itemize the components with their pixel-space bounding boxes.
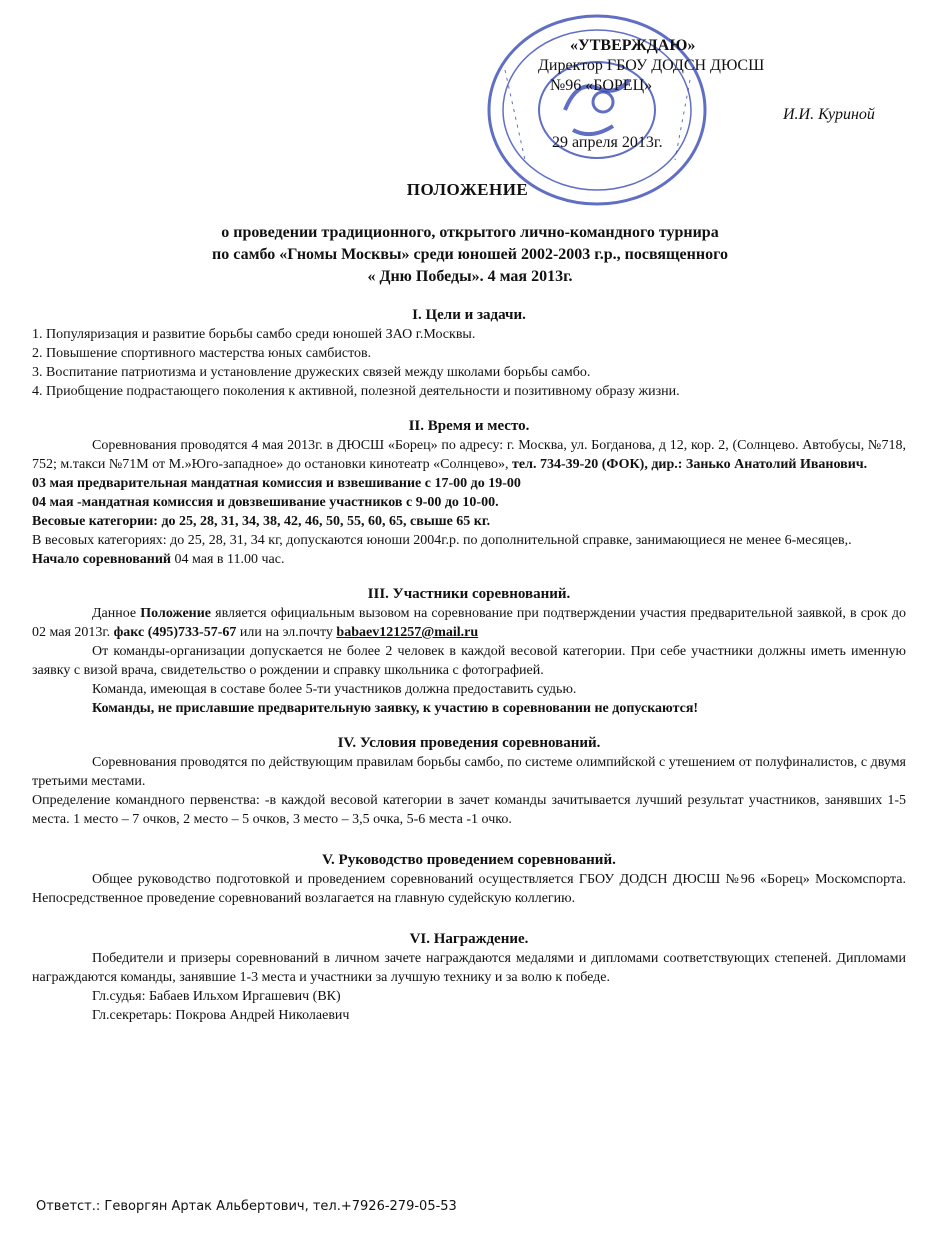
venue-text: Соревнования проводятся 4 мая 2013г. в ДЮСШ «Борец» по адресу: г. Москва, ул. Богданова, д 12, кор. 2, (Солнцево. Автобусы, №718, 752; м.такси №71М от М.»Юго-западное» до остановки кинотеатр «Солнцево», [32,438,906,472]
document-body [32,306,906,1025]
admission-warning: Команды, не приславшие предварительную заявку, к участию в соревновании не допускаются! [92,701,699,716]
weight-note: В весовых категориях: до 25, 28, 31, 34 кг, допускаются юноши 2004г.р. по дополнительной справке, занимающиеся не менее 6-месяцев,. [32,533,852,548]
document-title: ПОЛОЖЕНИЕ [406,180,529,199]
referee-requirement: Команда, имеющая в составе более 5-ти участников должна предоставить судью. [92,682,577,697]
weight-categories [32,512,906,531]
application-text-b: Положение [140,606,212,621]
goal-item-3: 3. Воспитание патриотизма и установление дружеских связей между школами борьбы самбо. [32,365,591,380]
application-text-c: является официальным вызовом на соревнование при подтверждении участия предварительной заявкой, в срок до 02 мая 2013г. [32,606,906,640]
section-4-title: IV. Условия проведения соревнований. [337,735,601,751]
email-link[interactable]: babaev121257@mail.ru [336,625,479,640]
goal-item-2: 2. Повышение спортивного мастерства юных самбистов. [32,346,372,361]
section-3-title: III. Участники соревнований. [367,586,571,602]
start-time [32,550,906,569]
approval-block [530,36,910,151]
management-paragraph: Общее руководство подготовкой и проведением соревнований осуществляется ГБОУ ДОДСН ДЮСШ №96 «Борец» Москомспорта. Непосредственное проведение соревнований возлагается на главную судейскую коллегию. [32,872,906,906]
document-subtitle [90,222,850,288]
responsible-person: Ответст.: Геворгян Артак Альбертович, тел.+7926-279-05-53 [36,1199,457,1214]
team-scoring-paragraph: Определение командного первенства: -в каждой весовой категории в зачет команды зачитывается лучший результат участников, занявших 1-5 места. 1 место – 7 очков, 2 место – 5 очков, 3 место – 3,5 очка, 5-6 места -1 очко. [32,793,906,827]
approval-organization: №96 «БОРЕЦ» [550,77,653,94]
rules-paragraph: Соревнования проводятся по действующим правилам борьбы самбо, по системе олимпийской с утешением от полуфиналистов, с двумя третьими местами. [32,755,906,789]
application-text-a: Данное [92,606,141,621]
section-6-title: VI. Награждение. [409,931,529,947]
approval-date: 29 апреля 2013г. [552,134,663,151]
subtitle-line-2: по самбо «Гномы Москвы» среди юношей 2002-2003 г.р., посвященного [212,246,728,263]
team-limit-paragraph: От команды-организации допускается не более 2 человек в каждой весовой категории. При себе участники должны иметь именную заявку с визой врача, свидетельство о рождении и справку школьника с фотографией. [32,644,906,678]
start-time-value: 04 мая в 11.00 час. [170,552,285,567]
approval-position: Директор ГБОУ ДОДСН ДЮСШ [538,57,765,74]
application-paragraph [32,604,906,642]
start-time-label: Начало соревнований [32,552,171,567]
goal-item-1: 1. Популяризация и развитие борьбы самбо среди юношей ЗАО г.Москвы. [32,327,476,342]
goal-item-4: 4. Приобщение подрастающего поколения к активной, полезной деятельности и позитивному образу жизни. [32,384,680,399]
chief-judge: Гл.судья: Бабаев Ильхом Иргашевич (ВК) [92,989,341,1004]
section-1-title: I. Цели и задачи. [412,307,526,323]
fax-number: факс (495)733-57-67 [113,625,237,640]
weight-categories-values: до 25, 28, 31, 34, 38, 42, 46, 50, 55, 60, 65, свыше 65 кг. [157,514,491,529]
awards-paragraph: Победители и призеры соревнований в личном зачете награждаются медалями и дипломами соответствующих степеней. Дипломами награждаются команды, занявшие 1-3 места и участники за лучшую технику и за волю к победе. [32,951,906,985]
venue-paragraph [32,436,906,474]
approval-title: «УТВЕРЖДАЮ» [570,37,696,54]
venue-contact: тел. 734-39-20 (ФОК), дир.: Занько Анатолий Иванович. [512,457,868,472]
schedule-may-3: 03 мая предварительная мандатная комиссия и взвешивание с 17-00 до 19-00 [32,476,521,491]
weight-categories-label: Весовые категории: [32,514,158,529]
subtitle-line-1: о проведении традиционного, открытого лично-командного турнира [221,224,719,241]
approval-signature: И.И. Куриной [783,106,875,123]
section-5-title: V. Руководство проведением соревнований. [322,852,616,868]
schedule-may-4: 04 мая -мандатная комиссия и довзвешивание участников с 9-00 до 10-00. [32,495,499,510]
section-2-title: II. Время и место. [408,418,530,434]
subtitle-line-3: « Дню Победы». 4 мая 2013г. [367,268,573,285]
application-text-d: или на эл.почту [236,625,337,640]
chief-secretary: Гл.секретарь: Покрова Андрей Николаевич [92,1008,350,1023]
